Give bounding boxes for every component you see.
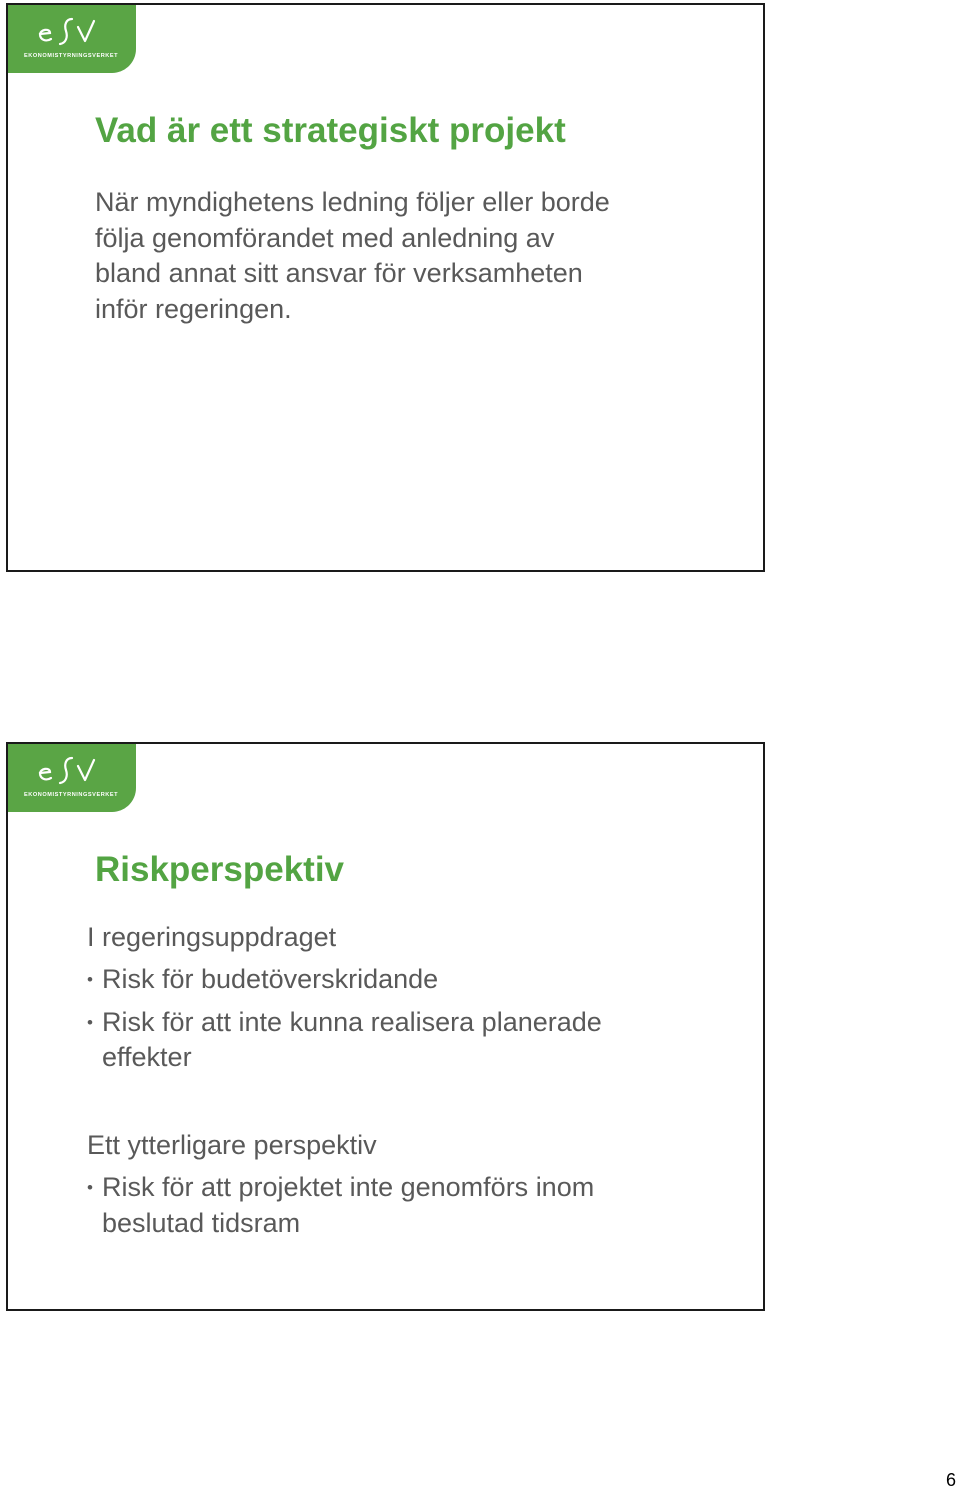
slide-title: Riskperspektiv <box>95 850 345 889</box>
bullet-line: effekter <box>102 1042 192 1072</box>
paragraph-line: följa genomförandet med anledning av <box>95 222 555 253</box>
slide-1 <box>6 3 765 572</box>
paragraph-line: bland annat sitt ansvar för verksamheten <box>95 258 583 288</box>
bullet-icon: • <box>87 1012 93 1032</box>
logo-subtitle: EKONOMISTYRNINGSVERKET <box>24 53 119 59</box>
paragraph-line: inför regeringen. <box>95 293 292 324</box>
bullet-item <box>87 1170 742 1241</box>
bullet-icon: • <box>87 970 93 989</box>
page-number: 6 <box>945 1470 956 1490</box>
esv-logo <box>8 744 136 812</box>
esv-logo-mark-icon <box>36 15 106 47</box>
esv-logo-mark-icon <box>36 754 106 786</box>
bullet-item <box>87 962 742 998</box>
bullet-icon: • <box>87 1178 93 1197</box>
block-heading: I regeringsuppdraget <box>87 922 337 952</box>
slide-title: Vad är ett strategiskt projekt <box>95 111 566 150</box>
bullet-line: Risk för att projektet inte genomförs inom <box>102 1172 595 1202</box>
risk-block-additional-perspective <box>87 1128 742 1241</box>
bullet-line: beslutad tidsram <box>102 1207 301 1238</box>
logo-subtitle: EKONOMISTYRNINGSVERKET <box>24 792 119 798</box>
paragraph-line: När myndighetens ledning följer eller borde <box>95 187 610 217</box>
bullet-line: Risk för budetöverskridande <box>102 964 439 994</box>
slide-body-paragraph <box>95 185 695 327</box>
bullet-item <box>87 1005 742 1076</box>
esv-logo <box>8 5 136 73</box>
block-heading: Ett ytterligare perspektiv <box>87 1130 377 1160</box>
bullet-line: Risk för att inte kunna realisera planerade <box>102 1006 602 1037</box>
risk-block-government-assignment <box>87 920 742 1076</box>
